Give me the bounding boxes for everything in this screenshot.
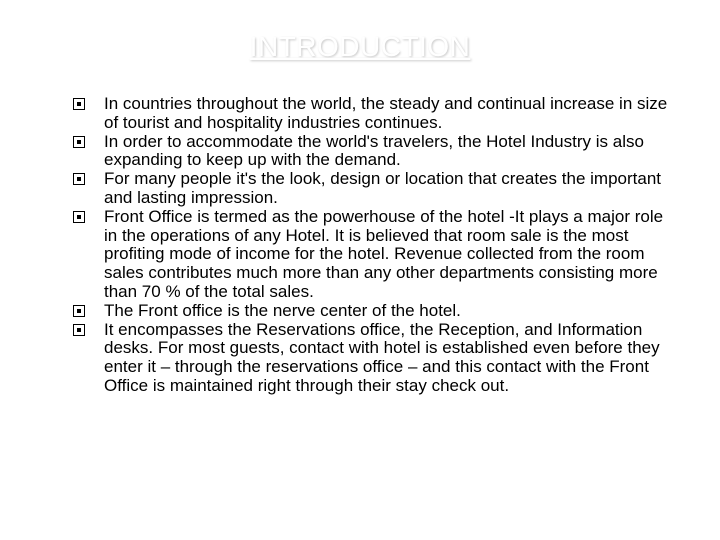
boxed-square-bullet-icon xyxy=(73,98,85,110)
bullet-item xyxy=(73,133,673,171)
bullet-item xyxy=(73,95,673,133)
bullet-item xyxy=(73,170,673,208)
bullet-text: In order to accommodate the world's travelers, the Hotel Industry is also expanding to keep up with the demand. xyxy=(104,131,644,170)
boxed-square-bullet-icon xyxy=(73,305,85,317)
bullet-item xyxy=(73,321,673,396)
bullet-text: For many people it's the look, design or location that creates the important and lasting impression. xyxy=(104,169,661,207)
boxed-square-bullet-icon xyxy=(73,173,85,185)
boxed-square-bullet-icon xyxy=(73,324,85,336)
bullet-item xyxy=(73,208,673,302)
slide-title: INTRODUCTION xyxy=(249,31,471,62)
bullet-text: It encompasses the Reservations office, the Reception, and Information desks. For most guests, contact with hotel is established even before they enter it – through the reservations office – and this contact with the Front Office is maintained right through their stay check out. xyxy=(104,319,660,395)
bullet-text: In countries throughout the world, the steady and continual increase in size of tourist and hospitality industries continues. xyxy=(104,94,668,132)
bullet-text: Front Office is termed as the powerhouse of the hotel -It plays a major role in the operations of any Hotel. It is believed that room sale is the most profiting mode of income for the hotel. Revenue collected from the room sales contributes much more than any other departments consisting more than 70 % of the total sales. xyxy=(104,206,664,301)
boxed-square-bullet-icon xyxy=(73,211,85,223)
bullet-list xyxy=(73,95,673,396)
boxed-square-bullet-icon xyxy=(73,136,85,148)
bullet-item xyxy=(73,302,673,321)
bullet-text: The Front office is the nerve center of the hotel. xyxy=(104,300,461,320)
